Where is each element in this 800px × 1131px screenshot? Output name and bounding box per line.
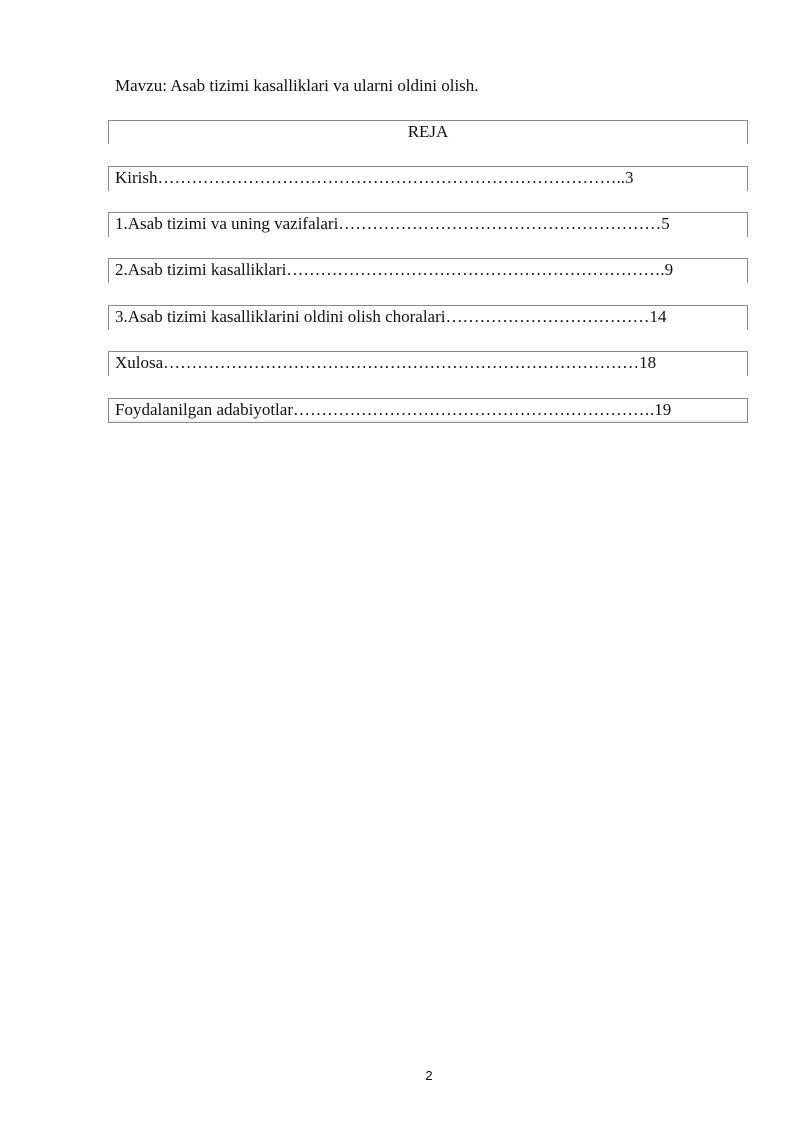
toc-row xyxy=(108,305,748,330)
plan-heading: REJA xyxy=(407,122,449,141)
toc-entry: Xulosa…………………………………………………………………………18 xyxy=(115,353,657,372)
page-number: 2 xyxy=(425,1068,433,1083)
topic-title: Mavzu: Asab tizimi kasalliklari va ularni oldini olish. xyxy=(115,76,479,95)
toc-entry: 2.Asab tizimi kasalliklari………………………………………………………….9 xyxy=(115,260,674,279)
toc-row xyxy=(108,351,748,376)
toc-entry: Kirish………………………………………………………………………..3 xyxy=(115,168,634,187)
toc-row xyxy=(108,212,748,237)
plan-heading-row xyxy=(108,120,748,144)
toc-entry: 3.Asab tizimi kasalliklarini oldini olish choralari………………………………14 xyxy=(115,307,667,326)
toc-entry: Foydalanilgan adabiyotlar……………………………………………………….19 xyxy=(115,400,672,419)
toc-row xyxy=(108,258,748,283)
toc-row xyxy=(108,166,748,191)
toc-row xyxy=(108,398,748,423)
toc-entry: 1.Asab tizimi va uning vazifalari…………………………………………………5 xyxy=(115,214,670,233)
